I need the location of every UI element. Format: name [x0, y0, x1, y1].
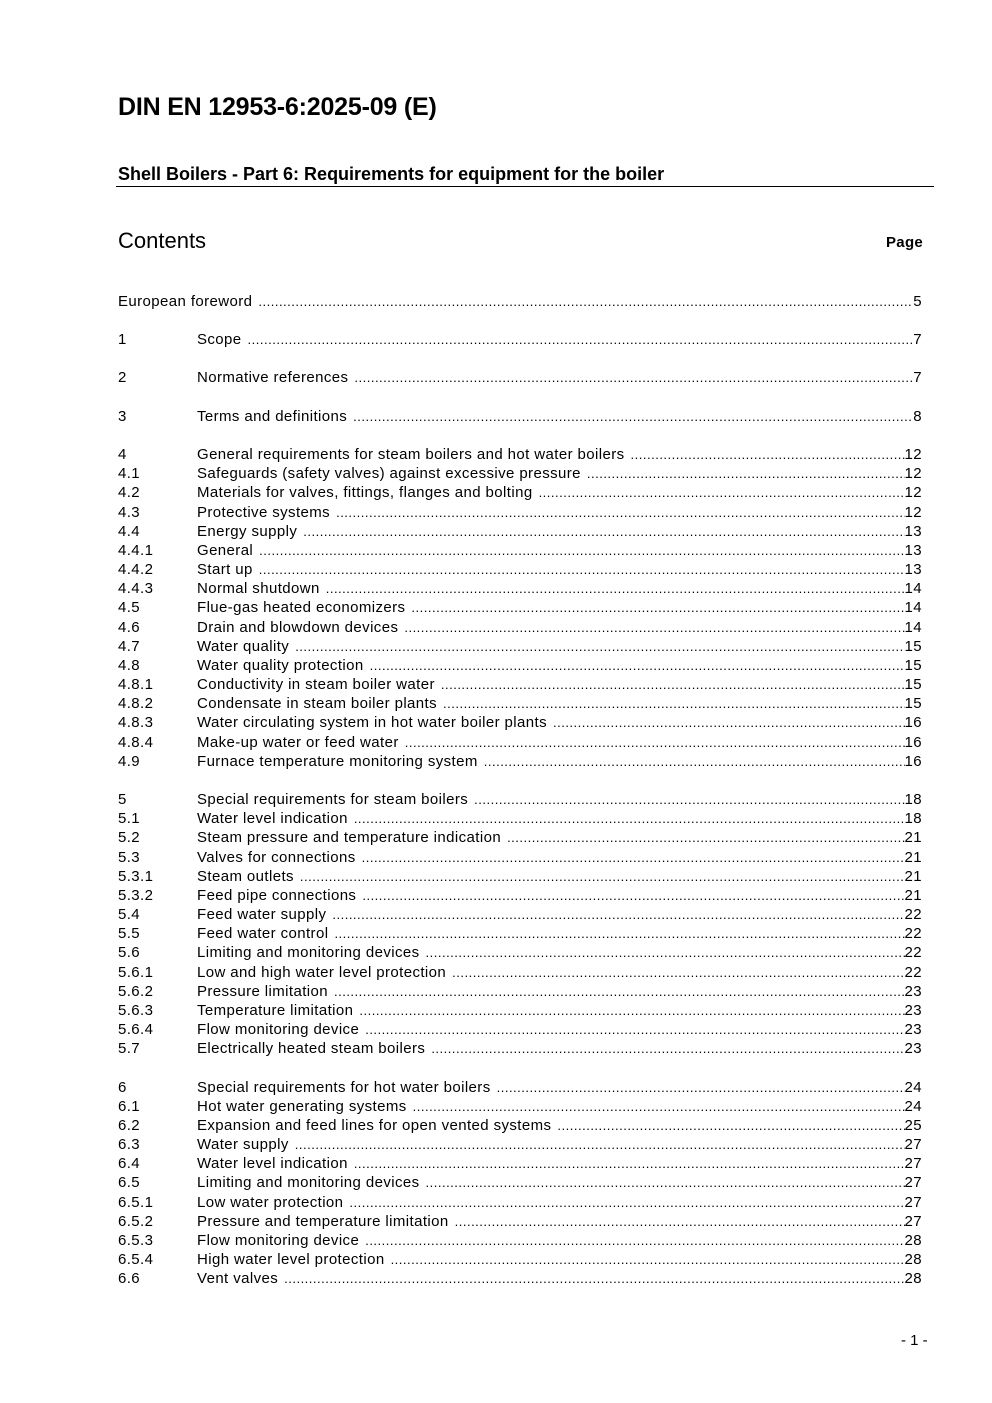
toc-entry-page: 22 — [904, 925, 922, 942]
dot-leader — [334, 924, 904, 943]
toc-entry-title: Feed water supply — [197, 906, 327, 923]
toc-entry-number: 6.1 — [118, 1098, 141, 1115]
contents-heading: Contents — [118, 228, 207, 253]
toc-entry[interactable] — [118, 579, 922, 598]
toc-entry-title: Water circulating system in hot water boiler plants — [197, 714, 547, 731]
toc-entry-page: 27 — [904, 1155, 922, 1172]
toc-entry-title: Protective systems — [197, 504, 331, 521]
toc-entry-page: 27 — [904, 1174, 922, 1191]
toc-entry-page: 15 — [904, 695, 922, 712]
toc-entry-title: Energy supply — [197, 523, 298, 540]
toc-entry[interactable] — [118, 867, 922, 886]
dot-leader — [411, 598, 904, 617]
toc-entry-number: 5.5 — [118, 925, 141, 942]
toc-entry-title: Water supply — [197, 1136, 289, 1153]
toc-entry-title: Flue-gas heated economizers — [197, 599, 406, 616]
toc-entry-page: 13 — [904, 523, 922, 540]
dot-leader — [631, 445, 905, 464]
toc-entry-page: 16 — [904, 714, 922, 731]
toc-entry[interactable] — [118, 733, 922, 752]
dot-leader — [258, 292, 913, 311]
page-column-heading: Page — [886, 234, 924, 251]
toc-entry-number: 4 — [118, 446, 127, 463]
dot-leader — [587, 464, 905, 483]
toc-entry-number: 5.4 — [118, 906, 141, 923]
toc-entry-title: Furnace temperature monitoring system — [197, 753, 478, 770]
toc-entry[interactable] — [118, 694, 922, 713]
toc-entry-number: 4.4.3 — [118, 580, 154, 597]
toc-entry-title: Hot water generating systems — [197, 1098, 407, 1115]
dot-leader — [295, 637, 904, 656]
toc-entry[interactable] — [118, 292, 922, 311]
toc-entry[interactable] — [118, 407, 922, 426]
toc-entry-page: 24 — [904, 1098, 922, 1115]
toc-entry[interactable] — [118, 445, 922, 464]
dot-leader — [303, 522, 904, 541]
toc-entry-number: 5.6.2 — [118, 983, 154, 1000]
toc-entry-number: 6.5.3 — [118, 1232, 154, 1249]
toc-entry[interactable] — [118, 368, 922, 387]
dot-leader — [557, 1116, 904, 1135]
dot-leader — [359, 1001, 904, 1020]
toc-entry-title: Normative references — [197, 369, 349, 386]
toc-entry-page: 18 — [904, 810, 922, 827]
dot-leader — [553, 713, 905, 732]
toc-entry[interactable] — [118, 541, 922, 560]
toc-entry[interactable] — [118, 483, 922, 502]
toc-entry-title: Condensate in steam boiler plants — [197, 695, 438, 712]
toc-entry[interactable] — [118, 828, 922, 847]
dot-leader — [349, 1193, 904, 1212]
toc-entry-page: 28 — [904, 1251, 922, 1268]
toc-entry-number: 6.5.4 — [118, 1251, 154, 1268]
toc-entry[interactable] — [118, 713, 922, 732]
toc-entry-page: 7 — [913, 331, 922, 348]
dot-leader — [507, 828, 904, 847]
toc-entry-title: Special requirements for steam boilers — [197, 791, 469, 808]
toc-entry-title: Special requirements for hot water boilers — [197, 1079, 491, 1096]
toc-entry-page: 12 — [904, 484, 922, 501]
toc-entry[interactable] — [118, 886, 922, 905]
dot-leader — [248, 330, 914, 349]
toc-entry[interactable] — [118, 464, 922, 483]
toc-entry-number: 6.5.2 — [118, 1213, 154, 1230]
toc-entry-title: Vent valves — [197, 1270, 279, 1287]
dot-leader — [405, 733, 905, 752]
table-of-contents — [118, 0, 922, 1403]
toc-entry-title: Normal shutdown — [197, 580, 320, 597]
dot-leader — [326, 579, 905, 598]
toc-entry[interactable] — [118, 560, 922, 579]
toc-entry[interactable] — [118, 1039, 922, 1058]
toc-entry-title: Low and high water level protection — [197, 964, 447, 981]
dot-leader — [455, 1212, 905, 1231]
dot-leader — [362, 886, 904, 905]
toc-entry-page: 27 — [904, 1136, 922, 1153]
toc-entry-number: 3 — [118, 408, 127, 425]
toc-entry-title: Limiting and monitoring devices — [197, 1174, 420, 1191]
toc-entry-number: 6.5 — [118, 1174, 141, 1191]
toc-entry-title: Electrically heated steam boilers — [197, 1040, 426, 1057]
toc-entry-number: 2 — [118, 369, 127, 386]
dot-leader — [370, 656, 905, 675]
toc-entry-page: 18 — [904, 791, 922, 808]
toc-entry-number: 4.9 — [118, 753, 141, 770]
toc-entry-number: 4.8.2 — [118, 695, 154, 712]
toc-entry-title: Water quality protection — [197, 657, 364, 674]
toc-entry-page: 21 — [904, 849, 922, 866]
toc-entry-title: Make-up water or feed water — [197, 734, 399, 751]
toc-entry-number: 5.3.1 — [118, 868, 154, 885]
dot-leader — [336, 503, 904, 522]
dot-leader — [431, 1039, 904, 1058]
toc-entry-title: Expansion and feed lines for open vented systems — [197, 1117, 552, 1134]
toc-entry[interactable] — [118, 943, 922, 962]
toc-entry-page: 15 — [904, 657, 922, 674]
toc-entry-number: 5.3 — [118, 849, 141, 866]
dot-leader — [334, 982, 905, 1001]
toc-entry[interactable] — [118, 1001, 922, 1020]
toc-entry-number: 6.3 — [118, 1136, 141, 1153]
toc-entry-page: 15 — [904, 676, 922, 693]
toc-entry[interactable] — [118, 1135, 922, 1154]
toc-entry-page: 8 — [913, 408, 922, 425]
toc-entry-title: Terms and definitions — [197, 408, 348, 425]
toc-entry-title: Feed pipe connections — [197, 887, 357, 904]
toc-entry-number: 4.8.3 — [118, 714, 154, 731]
toc-entry[interactable] — [118, 1020, 922, 1039]
dot-leader — [353, 407, 913, 426]
dot-leader — [295, 1135, 905, 1154]
toc-entry[interactable] — [118, 790, 922, 809]
toc-entry-title: Conductivity in steam boiler water — [197, 676, 435, 693]
toc-entry[interactable] — [118, 503, 922, 522]
toc-entry[interactable] — [118, 1154, 922, 1173]
toc-entry-page: 12 — [904, 504, 922, 521]
toc-entry[interactable] — [118, 1078, 922, 1097]
document-id-title: DIN EN 12953-6:2025-09 (E) — [118, 93, 437, 121]
dot-leader — [365, 1020, 904, 1039]
toc-entry-page: 28 — [904, 1232, 922, 1249]
toc-entry-page: 21 — [904, 868, 922, 885]
toc-entry-number: 4.4.2 — [118, 561, 154, 578]
toc-entry[interactable] — [118, 637, 922, 656]
dot-leader — [365, 1231, 904, 1250]
toc-entry-number: 4.8 — [118, 657, 141, 674]
toc-entry-title: Pressure limitation — [197, 983, 328, 1000]
toc-entry-title: Materials for valves, fittings, flanges and bolting — [197, 484, 533, 501]
toc-entry-page: 21 — [904, 829, 922, 846]
dot-leader — [284, 1269, 904, 1288]
toc-entry-title: Steam outlets — [197, 868, 294, 885]
toc-entry[interactable] — [118, 1250, 922, 1269]
toc-entry-number: 6.4 — [118, 1155, 141, 1172]
toc-entry[interactable] — [118, 656, 922, 675]
toc-entry-title: High water level protection — [197, 1251, 385, 1268]
toc-entry-number: 5.7 — [118, 1040, 141, 1057]
toc-entry-page: 27 — [904, 1213, 922, 1230]
dot-leader — [354, 368, 913, 387]
toc-entry[interactable] — [118, 1231, 922, 1250]
toc-entry-page: 22 — [904, 964, 922, 981]
toc-entry-page: 27 — [904, 1194, 922, 1211]
toc-entry[interactable] — [118, 848, 922, 867]
toc-entry-title: Water level indication — [197, 1155, 348, 1172]
toc-entry-page: 14 — [904, 619, 922, 636]
toc-entry-page: 12 — [904, 446, 922, 463]
toc-entry-number: 4.8.1 — [118, 676, 154, 693]
toc-entry-page: 23 — [904, 1021, 922, 1038]
toc-entry-title: Valves for connections — [197, 849, 356, 866]
toc-entry-number: 4.5 — [118, 599, 141, 616]
toc-entry-title: Flow monitoring device — [197, 1232, 360, 1249]
toc-entry-page: 5 — [913, 293, 922, 310]
toc-entry-number: 1 — [118, 331, 127, 348]
toc-entry-number: 4.2 — [118, 484, 141, 501]
toc-entry-number: 6.2 — [118, 1117, 141, 1134]
toc-entry-page: 12 — [904, 465, 922, 482]
toc-entry[interactable] — [118, 598, 922, 617]
toc-entry[interactable] — [118, 618, 922, 637]
toc-entry-title: Feed water control — [197, 925, 329, 942]
dot-leader — [426, 943, 905, 962]
toc-entry-number: 5.1 — [118, 810, 141, 827]
toc-entry-title: Scope — [197, 331, 242, 348]
toc-entry-title: Water level indication — [197, 810, 348, 827]
dot-leader — [391, 1250, 905, 1269]
toc-entry-number: 5.3.2 — [118, 887, 154, 904]
toc-entry-page: 21 — [904, 887, 922, 904]
toc-entry-page: 23 — [904, 1002, 922, 1019]
dot-leader — [441, 675, 905, 694]
dot-leader — [474, 790, 904, 809]
toc-entry-number: 4.7 — [118, 638, 141, 655]
dot-leader — [484, 752, 905, 771]
dot-leader — [426, 1173, 905, 1192]
toc-entry-title: General requirements for steam boilers and hot water boilers — [197, 446, 625, 463]
dot-leader — [413, 1097, 905, 1116]
page-number-footer: - 1 - — [901, 1332, 928, 1349]
toc-entry-number: 4.8.4 — [118, 734, 154, 751]
toc-entry[interactable] — [118, 963, 922, 982]
toc-entry-title: Temperature limitation — [197, 1002, 354, 1019]
dot-leader — [362, 848, 905, 867]
dot-leader — [404, 618, 904, 637]
toc-entry-title: General — [197, 542, 254, 559]
toc-entry-number: 4.4.1 — [118, 542, 154, 559]
dot-leader — [452, 963, 904, 982]
toc-entry[interactable] — [118, 1212, 922, 1231]
toc-entry-page: 15 — [904, 638, 922, 655]
toc-entry-title: Drain and blowdown devices — [197, 619, 399, 636]
toc-entry-number: 4.3 — [118, 504, 141, 521]
toc-entry-number: 5.6.1 — [118, 964, 154, 981]
toc-entry-title: Water quality — [197, 638, 290, 655]
toc-entry-title: Flow monitoring device — [197, 1021, 360, 1038]
toc-entry[interactable] — [118, 752, 922, 771]
toc-entry-number: 5.6 — [118, 944, 141, 961]
dot-leader — [332, 905, 904, 924]
toc-entry-title: Limiting and monitoring devices — [197, 944, 420, 961]
toc-entry-title: Steam pressure and temperature indication — [197, 829, 502, 846]
toc-entry-page: 24 — [904, 1079, 922, 1096]
toc-entry[interactable] — [118, 1193, 922, 1212]
toc-entry[interactable] — [118, 1269, 922, 1288]
toc-entry-page: 23 — [904, 983, 922, 1000]
dot-leader — [259, 541, 904, 560]
dot-leader — [354, 1154, 905, 1173]
toc-entry-page: 22 — [904, 906, 922, 923]
toc-entry-title: Start up — [197, 561, 253, 578]
toc-entry-page: 23 — [904, 1040, 922, 1057]
toc-entry-page: 28 — [904, 1270, 922, 1287]
toc-entry-number: 6.5.1 — [118, 1194, 154, 1211]
dot-leader — [497, 1078, 905, 1097]
dot-leader — [354, 809, 905, 828]
toc-entry[interactable] — [118, 905, 922, 924]
toc-entry-number: 5 — [118, 791, 127, 808]
toc-entry-title: Pressure and temperature limitation — [197, 1213, 449, 1230]
toc-entry[interactable] — [118, 675, 922, 694]
toc-entry-number: 4.4 — [118, 523, 141, 540]
document-subtitle: Shell Boilers - Part 6: Requirements for equipment for the boiler — [118, 164, 665, 184]
toc-entry-number: 6.6 — [118, 1270, 141, 1287]
dot-leader — [539, 483, 905, 502]
toc-entry-number: 6 — [118, 1079, 127, 1096]
toc-entry-page: 22 — [904, 944, 922, 961]
dot-leader — [443, 694, 904, 713]
toc-entry-title: Safeguards (safety valves) against excessive pressure — [197, 465, 581, 482]
toc-entry-page: 25 — [904, 1117, 922, 1134]
toc-entry-number: 4.1 — [118, 465, 141, 482]
toc-entry-page: 14 — [904, 580, 922, 597]
toc-entry[interactable] — [118, 924, 922, 943]
toc-entry-page: 13 — [904, 542, 922, 559]
toc-entry-page: 16 — [904, 753, 922, 770]
toc-entry[interactable] — [118, 522, 922, 541]
dot-leader — [259, 560, 905, 579]
toc-entry-page: 14 — [904, 599, 922, 616]
toc-entry-number: 4.6 — [118, 619, 141, 636]
toc-entry[interactable] — [118, 1097, 922, 1116]
toc-entry-number: 5.2 — [118, 829, 141, 846]
toc-entry[interactable] — [118, 982, 922, 1001]
toc-entry[interactable] — [118, 1116, 922, 1135]
toc-entry-title: Low water protection — [197, 1194, 344, 1211]
toc-entry-title: European foreword — [118, 293, 253, 310]
toc-entry-page: 13 — [904, 561, 922, 578]
toc-entry[interactable] — [118, 1173, 922, 1192]
toc-entry-number: 5.6.3 — [118, 1002, 154, 1019]
dot-leader — [300, 867, 905, 886]
toc-entry[interactable] — [118, 330, 922, 349]
toc-entry-page: 7 — [913, 369, 922, 386]
toc-entry-number: 5.6.4 — [118, 1021, 154, 1038]
toc-entry-page: 16 — [904, 734, 922, 751]
toc-entry[interactable] — [118, 809, 922, 828]
